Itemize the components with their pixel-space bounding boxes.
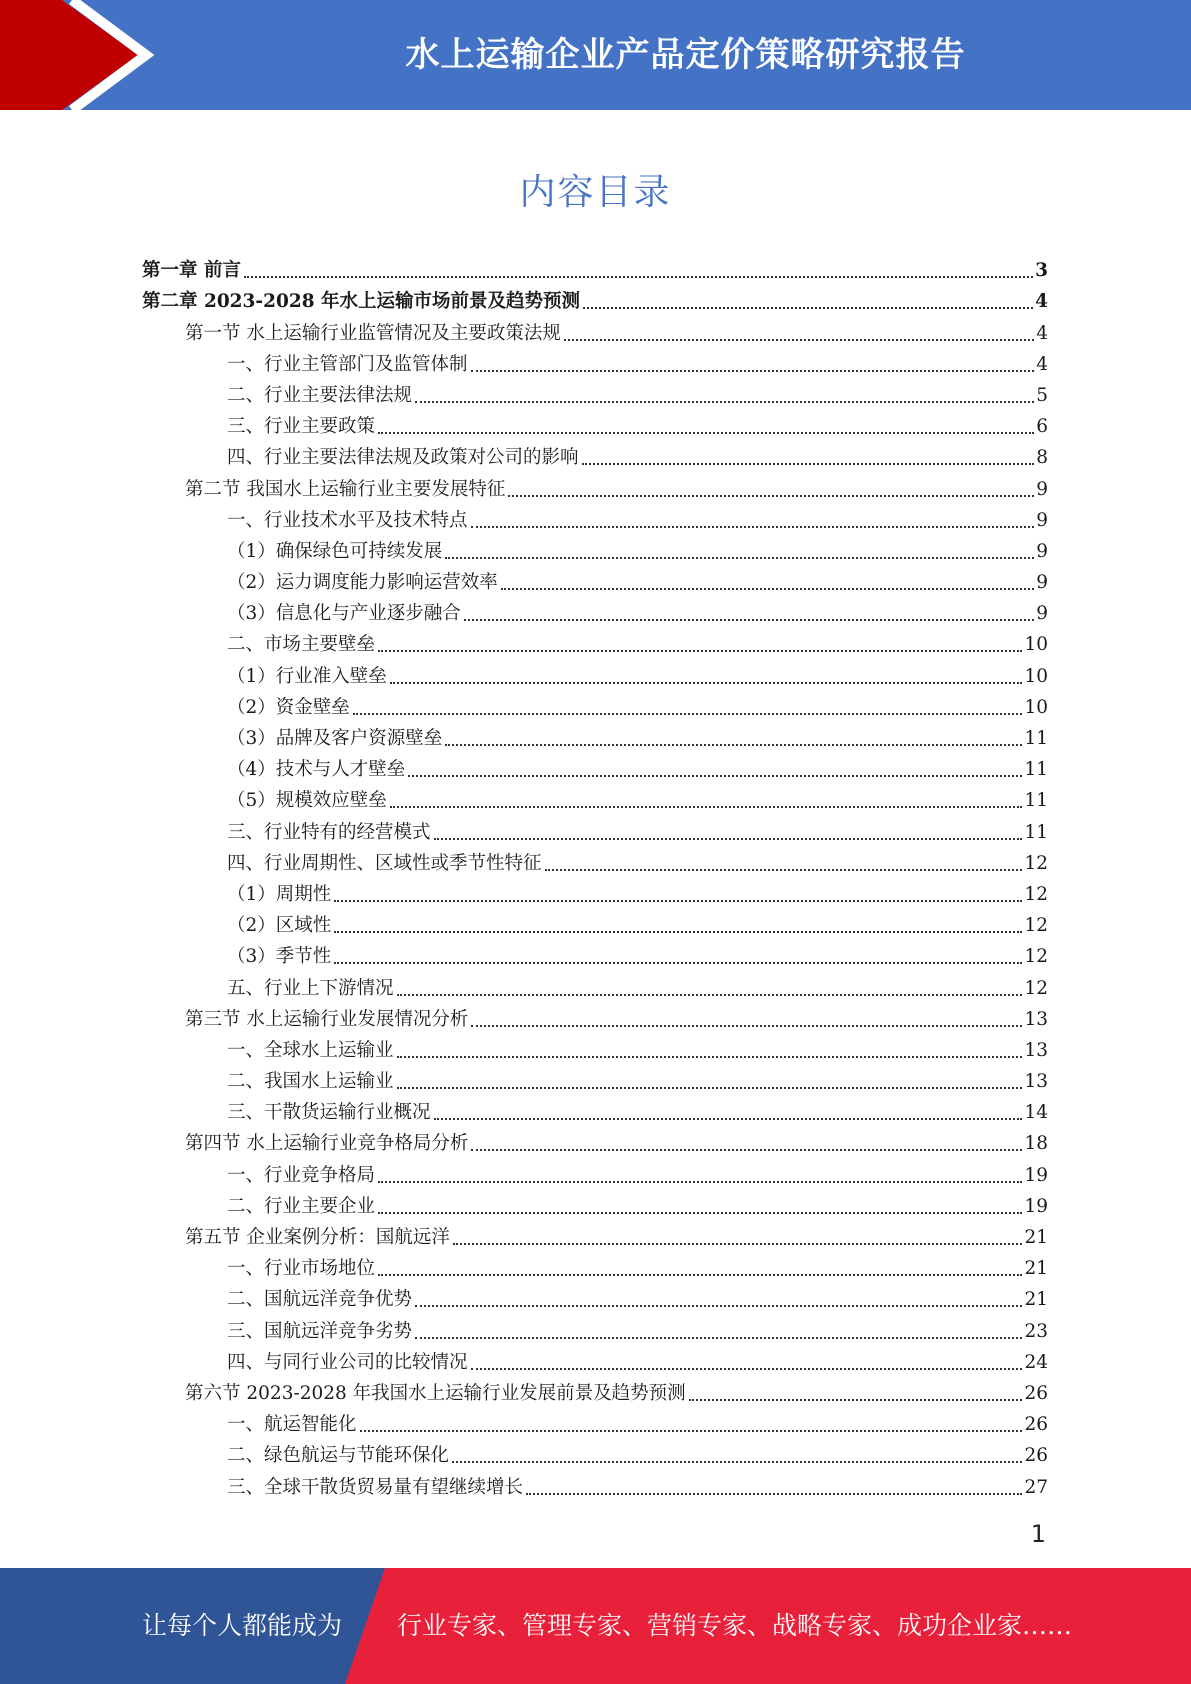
toc-entry-title: 四、行业主要法律法规及政策对公司的影响 [227,447,579,469]
toc-entry-title: （1）周期性 [227,883,332,905]
toc-entry-page: 23 [1024,1320,1048,1342]
toc-entry-title: 二、行业主要企业 [227,1195,376,1217]
toc-dot-leader [415,401,1034,403]
toc-entry-title: 第二章 2023-2028 年水上运输市场前景及趋势预测 [142,291,581,313]
toc-dot-leader [583,307,1033,309]
toc-dot-leader [415,1305,1022,1307]
toc-entry-title: 二、行业主要法律法规 [227,384,413,406]
toc-entry-title: （1）确保绿色可持续发展 [227,540,443,562]
toc-entry-title: 第二节 我国水上运输行业主要发展特征 [185,478,506,500]
toc-entry-title: 第六节 2023-2028 年我国水上运输行业发展前景及趋势预测 [185,1382,686,1404]
toc-entry-page: 12 [1024,915,1048,937]
toc-entry-page: 21 [1024,1227,1048,1248]
toc-dot-leader [378,1212,1022,1214]
toc-entry-title: 四、与同行业公司的比较情况 [227,1351,468,1373]
toc-dot-leader [434,1118,1023,1120]
toc-dot-leader [434,838,1023,840]
toc-entry-title: 一、行业竞争格局 [227,1164,376,1186]
toc-entry[interactable] [142,253,1048,284]
toc-dot-leader [408,775,1022,777]
toc-entry[interactable] [142,534,1048,565]
toc-entry-title: （3）信息化与产业逐步融合 [227,603,461,625]
toc-entry-title: （2）区域性 [227,915,332,937]
toc-entry[interactable] [142,596,1048,627]
toc-entry-page: 9 [1036,572,1048,594]
toc-dot-leader [415,1337,1022,1339]
toc-entry-title: （2）运力调度能力影响运营效率 [227,572,498,594]
toc-entry-page: 21 [1024,1289,1048,1311]
toc-entry-title: 第一节 水上运输行业监管情况及主要政策法规 [185,322,561,344]
toc-entry-page: 12 [1024,946,1048,968]
toc-entry-page: 12 [1024,977,1048,999]
toc-entry[interactable] [142,1220,1048,1251]
toc-entry-title: 一、全球水上运输业 [227,1039,394,1061]
toc-dot-leader [334,962,1022,964]
toc-entry[interactable] [142,1313,1048,1344]
toc-entry[interactable] [142,1189,1048,1220]
footer-slogan-right: 行业专家、管理专家、营销专家、战略专家、成功企业家…… [397,1611,1073,1640]
toc-dot-leader [378,650,1022,652]
toc-entry[interactable] [142,284,1048,315]
toc-entry[interactable] [142,1157,1048,1188]
page-header [0,0,1191,110]
toc-heading: 内容目录 [519,172,672,213]
toc-entry[interactable] [142,1126,1048,1157]
toc-dot-leader [453,1243,1023,1245]
toc-entry-title: （4）技术与人才壁垒 [227,759,406,781]
red-chevron-decoration [0,0,160,110]
toc-dot-leader [564,339,1034,341]
page-footer [0,1568,1191,1684]
toc-dot-leader [390,682,1023,684]
toc-entry[interactable] [142,721,1048,752]
toc-entry-page: 11 [1024,759,1048,781]
toc-entry[interactable] [142,877,1048,908]
toc-entry-page: 10 [1024,665,1048,687]
toc-entry-title: 二、我国水上运输业 [227,1071,394,1093]
toc-entry-title: （5）规模效应壁垒 [227,790,387,812]
toc-entry[interactable] [142,970,1048,1001]
toc-dot-leader [471,1025,1022,1027]
toc-dot-leader [334,900,1022,902]
toc-entry-page: 11 [1024,821,1048,843]
toc-entry[interactable] [142,1251,1048,1282]
toc-dot-leader [464,619,1034,621]
toc-entry-page: 4 [1036,353,1048,375]
toc-entry-title: 第三节 水上运输行业发展情况分析 [185,1008,469,1030]
toc-entry-page: 13 [1024,1071,1048,1093]
toc-entry[interactable] [142,783,1048,814]
toc-entry[interactable] [142,347,1048,378]
toc-entry-page: 8 [1036,447,1048,469]
toc-entry-title: （2）资金壁垒 [227,696,350,718]
toc-entry[interactable] [142,1095,1048,1126]
toc-entry-title: （3）品牌及客户资源壁垒 [227,728,443,749]
toc-entry[interactable] [142,814,1048,845]
toc-entry[interactable] [142,471,1048,502]
toc-entry[interactable] [142,752,1048,783]
toc-dot-leader [390,806,1023,808]
toc-dot-leader [378,432,1034,434]
toc-entry-page: 11 [1024,790,1048,812]
toc-entry-page: 10 [1024,696,1048,718]
toc-entry-title: 三、行业主要政策 [227,416,376,438]
toc-entry[interactable] [142,440,1048,471]
toc-entry-title: 第五节 企业案例分析：国航远洋 [185,1227,450,1248]
toc-entry-title: 一、行业技术水平及技术特点 [227,509,468,531]
toc-entry[interactable] [142,908,1048,939]
toc-entry[interactable] [142,1407,1048,1438]
toc-entry-title: 第一章 前言 [142,260,241,282]
toc-entry-page: 12 [1024,883,1048,905]
toc-entry[interactable] [142,1033,1048,1064]
toc-dot-leader [452,1461,1022,1463]
toc-entry-page: 18 [1024,1133,1048,1155]
toc-entry-page: 6 [1036,416,1048,438]
toc-entry[interactable] [142,503,1048,534]
toc-dot-leader [445,557,1034,559]
toc-entry-page: 19 [1024,1195,1048,1217]
toc-entry-title: 五、行业上下游情况 [227,977,394,999]
toc-entry[interactable] [142,1064,1048,1095]
toc-dot-leader [545,869,1023,871]
toc-entry-title: 三、行业特有的经营模式 [227,821,431,843]
toc-dot-leader [378,1181,1022,1183]
footer-slogan-left: 让每个人都能成为 [142,1611,343,1640]
toc-entry-title: 四、行业周期性、区域性或季节性特征 [227,852,542,874]
toc-entry-title: 二、绿色航运与节能环保化 [227,1445,450,1467]
page-number: 1 [1030,1520,1046,1548]
toc-entry-page: 11 [1024,728,1048,749]
toc-entry-title: 一、航运智能化 [227,1414,357,1436]
toc-entry[interactable] [142,315,1048,346]
toc-entry[interactable] [142,1469,1048,1500]
toc-entry-title: 第四节 水上运输行业竞争格局分析 [185,1133,469,1155]
toc-entry-page: 9 [1036,478,1048,500]
toc-entry[interactable] [142,846,1048,877]
toc-entry[interactable] [142,627,1048,658]
toc-entry-title: 一、行业市场地位 [227,1258,376,1280]
toc-entry[interactable] [142,565,1048,596]
toc-entry[interactable] [142,658,1048,689]
report-title: 水上运输企业产品定价策略研究报告 [405,35,966,75]
toc-entry-page: 9 [1036,603,1048,625]
toc-entry-page: 13 [1024,1008,1048,1030]
toc-entry-title: 三、干散货运输行业概况 [227,1102,431,1124]
toc-entry-title: （3）季节性 [227,946,332,968]
toc-entry-page: 21 [1024,1258,1048,1280]
toc-entry-page: 9 [1036,509,1048,531]
toc-entry-page: 24 [1024,1351,1048,1373]
toc-entry[interactable] [142,1345,1048,1376]
toc-dot-leader [244,276,1033,278]
toc-entry-title: 二、国航远洋竞争优势 [227,1289,413,1311]
toc-entry-page: 26 [1024,1445,1048,1467]
toc-dot-leader [471,1149,1022,1151]
toc-dot-leader [501,588,1034,590]
toc-entry-page: 13 [1024,1039,1048,1061]
toc-entry-page: 26 [1024,1414,1048,1436]
toc-dot-leader [445,744,1022,746]
table-of-contents [142,253,1048,1501]
toc-dot-leader [378,1274,1022,1276]
toc-dot-leader [360,1430,1023,1432]
toc-entry-title: （1）行业准入壁垒 [227,665,387,687]
toc-dot-leader [471,1368,1023,1370]
toc-entry-page: 19 [1024,1164,1048,1186]
toc-entry-page: 4 [1035,291,1048,313]
toc-entry-page: 9 [1036,540,1048,562]
toc-dot-leader [689,1399,1023,1401]
toc-dot-leader [397,1087,1023,1089]
toc-dot-leader [582,463,1035,465]
toc-entry[interactable] [142,409,1048,440]
toc-entry[interactable] [142,1376,1048,1407]
toc-dot-leader [353,713,1023,715]
toc-entry-title: 一、行业主管部门及监管体制 [227,353,468,375]
toc-dot-leader [471,370,1035,372]
toc-dot-leader [397,994,1023,996]
toc-entry-page: 3 [1035,260,1048,282]
toc-entry-page: 10 [1024,634,1048,656]
toc-entry[interactable] [142,1438,1048,1469]
toc-dot-leader [471,526,1035,528]
toc-entry-page: 26 [1024,1382,1048,1404]
toc-entry-page: 4 [1036,322,1048,344]
toc-entry-page: 14 [1024,1102,1048,1124]
toc-entry-page: 12 [1024,852,1048,874]
toc-dot-leader [397,1056,1023,1058]
toc-dot-leader [334,931,1022,933]
toc-entry-page: 5 [1036,384,1048,406]
toc-entry[interactable] [142,378,1048,409]
toc-entry-title: 三、国航远洋竞争劣势 [227,1320,413,1342]
toc-entry[interactable] [142,1282,1048,1313]
toc-entry[interactable] [142,1002,1048,1033]
toc-entry[interactable] [142,939,1048,970]
toc-dot-leader [526,1493,1022,1495]
toc-entry[interactable] [142,690,1048,721]
toc-dot-leader [508,495,1034,497]
toc-entry-page: 27 [1024,1476,1048,1498]
toc-entry-title: 三、全球干散货贸易量有望继续增长 [227,1476,524,1498]
toc-entry-title: 二、市场主要壁垒 [227,634,376,656]
